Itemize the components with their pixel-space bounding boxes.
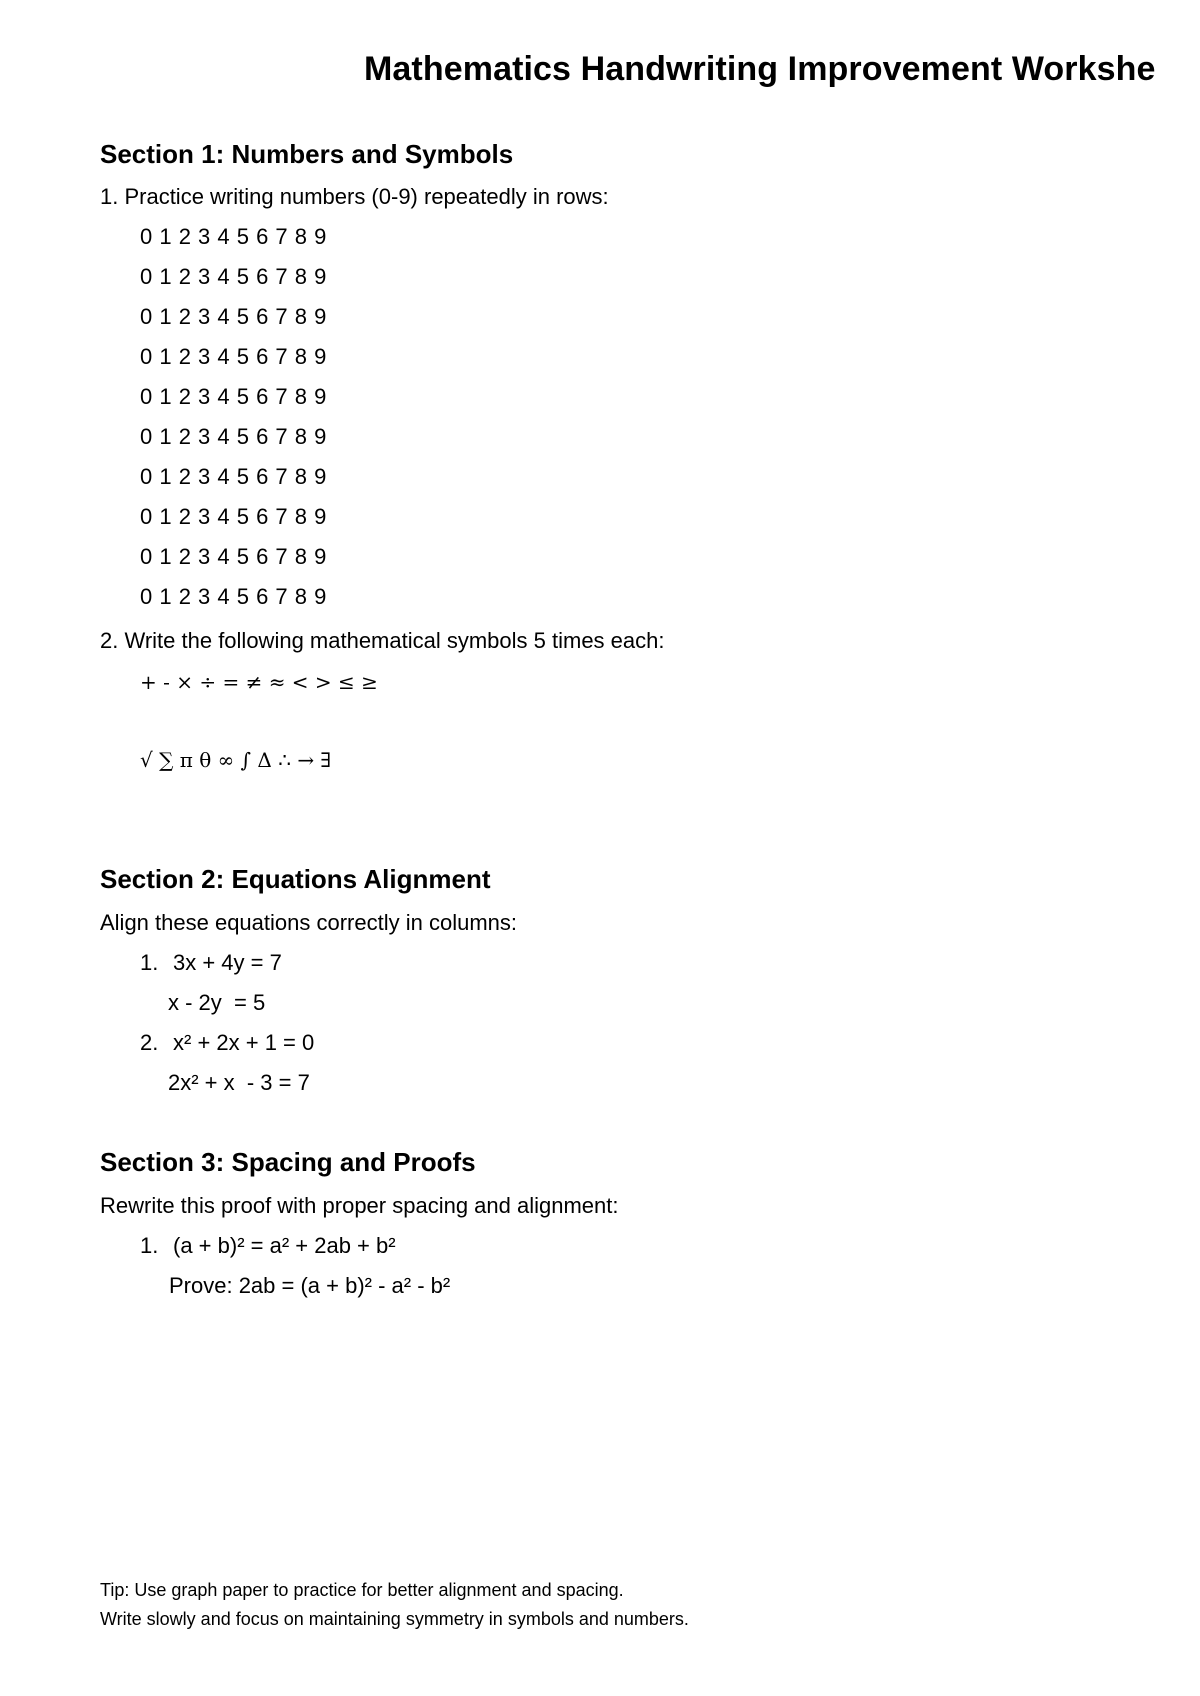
equation-line: x² + 2x + 1 = 0 bbox=[173, 1030, 315, 1055]
equation-number: 2. bbox=[140, 1030, 159, 1055]
number-row: 0 1 2 3 4 5 6 7 8 9 bbox=[140, 224, 327, 249]
number-row: 0 1 2 3 4 5 6 7 8 9 bbox=[140, 304, 327, 329]
number-row: 0 1 2 3 4 5 6 7 8 9 bbox=[140, 464, 327, 489]
tip-text: Write slowly and focus on maintaining symmetry in symbols and numbers. bbox=[100, 1609, 689, 1629]
number-row: 0 1 2 3 4 5 6 7 8 9 bbox=[140, 264, 327, 289]
section-1-heading: Section 1: Numbers and Symbols bbox=[100, 139, 514, 169]
proof-line: Prove: 2ab = (a + b)² - a² - b² bbox=[169, 1273, 451, 1298]
number-row: 0 1 2 3 4 5 6 7 8 9 bbox=[140, 384, 327, 409]
tip-text: Tip: Use graph paper to practice for better alignment and spacing. bbox=[100, 1580, 624, 1600]
number-row: 0 1 2 3 4 5 6 7 8 9 bbox=[140, 424, 327, 449]
section-2-intro: Align these equations correctly in columns: bbox=[100, 910, 517, 935]
equation-number: 1. bbox=[140, 950, 159, 975]
section-3-heading: Section 3: Spacing and Proofs bbox=[100, 1147, 476, 1177]
page-title: Mathematics Handwriting Improvement Workshe bbox=[364, 50, 1156, 88]
proof-line: (a + b)² = a² + 2ab + b² bbox=[173, 1233, 396, 1258]
number-row: 0 1 2 3 4 5 6 7 8 9 bbox=[140, 344, 327, 369]
equation-line: x - 2y = 5 bbox=[168, 990, 266, 1015]
number-row: 0 1 2 3 4 5 6 7 8 9 bbox=[140, 544, 327, 569]
section-3-intro: Rewrite this proof with proper spacing and alignment: bbox=[100, 1193, 619, 1218]
equation-line: 3x + 4y = 7 bbox=[173, 950, 282, 975]
number-row: 0 1 2 3 4 5 6 7 8 9 bbox=[140, 584, 327, 609]
section-1-item-2-text: 2. Write the following mathematical symbols 5 times each: bbox=[100, 628, 665, 653]
symbol-row: + - × ÷ = ≠ ≈ < > ≤ ≥ bbox=[140, 670, 378, 694]
section-1-item-1-text: 1. Practice writing numbers (0-9) repeatedly in rows: bbox=[100, 184, 609, 209]
symbol-row: √ ∑ π θ ∞ ∫ Δ ∴ → ∃ bbox=[140, 748, 332, 772]
equation-line: 2x² + x - 3 = 7 bbox=[168, 1070, 310, 1095]
proof-number: 1. bbox=[140, 1233, 159, 1258]
section-2-heading: Section 2: Equations Alignment bbox=[100, 864, 491, 894]
number-row: 0 1 2 3 4 5 6 7 8 9 bbox=[140, 504, 327, 529]
